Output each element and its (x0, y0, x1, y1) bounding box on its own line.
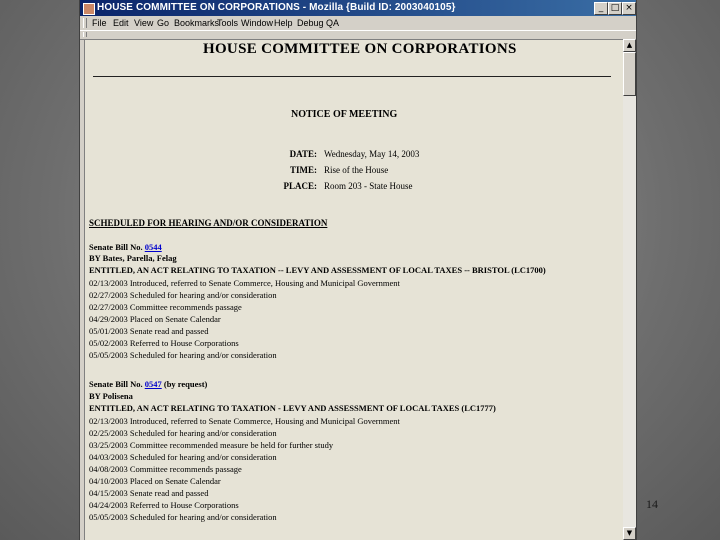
bill-sponsors: BY Bates, Parella, Felag (89, 253, 177, 263)
bill-entitled: ENTITLED, AN ACT RELATING TO TAXATION - LEVY AND ASSESSMENT OF LOCAL TAXES (LC1777) (89, 403, 496, 413)
bill-history-item: 05/02/2003 Referred to House Corporations (89, 338, 239, 348)
title-divider (93, 76, 611, 77)
menu-qa[interactable]: QA (326, 18, 340, 28)
menu-window[interactable]: Window (241, 18, 274, 28)
bill-history-item: 04/15/2003 Senate read and passed (89, 488, 209, 498)
vertical-scrollbar[interactable] (623, 39, 636, 540)
toolbar-grip[interactable] (83, 32, 87, 37)
bill-history-item: 04/10/2003 Placed on Senate Calendar (89, 476, 221, 486)
bill-history-item: 02/13/2003 Introduced, referred to Senate Commerce, Housing and Municipal Government (89, 416, 400, 426)
bill-history-item: 04/08/2003 Committee recommends passage (89, 464, 242, 474)
bill-number-link[interactable]: 0544 (144, 242, 162, 252)
document-title: HOUSE COMMITTEE ON CORPORATIONS (203, 41, 517, 57)
app-icon (83, 3, 95, 15)
bill-history-item: 04/29/2003 Placed on Senate Calendar (89, 314, 221, 324)
bill-prefix: Senate Bill No. (89, 379, 145, 389)
menu-file[interactable]: File (92, 18, 107, 28)
bill-prefix: Senate Bill No. (89, 242, 145, 252)
minimize-button[interactable]: _ (594, 2, 608, 15)
maximize-button[interactable]: □ (608, 2, 622, 15)
time-value: Rise of the House (324, 165, 389, 175)
menu-go[interactable]: Go (157, 18, 170, 28)
menu-bookmarks[interactable]: Bookmarks (174, 18, 220, 28)
scroll-down-icon[interactable]: ▼ (623, 527, 636, 540)
date-value: Wednesday, May 14, 2003 (324, 149, 420, 159)
menu-help[interactable]: Help (274, 18, 293, 28)
browser-window (80, 0, 636, 540)
bill-entitled: ENTITLED, AN ACT RELATING TO TAXATION -- LEVY AND ASSESSMENT OF LOCAL TAXES -- BRISTOL (LC1700) (89, 265, 546, 275)
bill-history-item: 05/05/2003 Scheduled for hearing and/or consideration (89, 350, 277, 360)
bill-history-item: 04/03/2003 Scheduled for hearing and/or consideration (89, 452, 277, 462)
title-bar (80, 0, 636, 16)
bill-history-item: 04/24/2003 Referred to House Corporations (89, 500, 239, 510)
menu-debug[interactable]: Debug (297, 18, 324, 28)
bill-history-item: 02/27/2003 Committee recommends passage (89, 302, 242, 312)
place-label: PLACE: (283, 181, 317, 191)
slide-page-number: 14 (646, 497, 658, 511)
scroll-up-icon[interactable]: ▲ (623, 39, 636, 52)
window-title: HOUSE COMMITTEE ON CORPORATIONS - Mozilla {Build ID: 2003040105} (97, 2, 456, 13)
menubar-grip (83, 18, 87, 28)
bill-history-item: 03/25/2003 Committee recommended measure be held for further study (89, 440, 334, 450)
bill-sponsors: BY Polisena (89, 391, 133, 401)
bill-number-link[interactable]: 0547 (144, 379, 162, 389)
bill-history-item: 05/01/2003 Senate read and passed (89, 326, 209, 336)
bill-number-line (89, 379, 207, 390)
bill-history-item: 02/25/2003 Scheduled for hearing and/or consideration (89, 428, 277, 438)
page-content (84, 39, 623, 540)
notice-heading: NOTICE OF MEETING (291, 109, 398, 120)
bill-history-item: 05/05/2003 Scheduled for hearing and/or consideration (89, 512, 277, 522)
menu-edit[interactable]: Edit (113, 18, 129, 28)
scroll-thumb[interactable] (623, 52, 636, 96)
menu-bar (80, 16, 636, 30)
menu-view[interactable]: View (134, 18, 154, 28)
bill-number-line (89, 242, 162, 253)
section-heading: SCHEDULED FOR HEARING AND/OR CONSIDERATION (89, 218, 328, 228)
close-button[interactable]: × (622, 2, 636, 15)
place-value: Room 203 - State House (324, 181, 413, 191)
date-label: DATE: (289, 149, 317, 159)
time-label: TIME: (290, 165, 317, 175)
bill-suffix: (by request) (161, 379, 208, 389)
bill-history-item: 02/27/2003 Scheduled for hearing and/or consideration (89, 290, 277, 300)
bill-history-item: 02/13/2003 Introduced, referred to Senate Commerce, Housing and Municipal Government (89, 278, 400, 288)
menu-tools[interactable]: Tools (217, 18, 239, 28)
